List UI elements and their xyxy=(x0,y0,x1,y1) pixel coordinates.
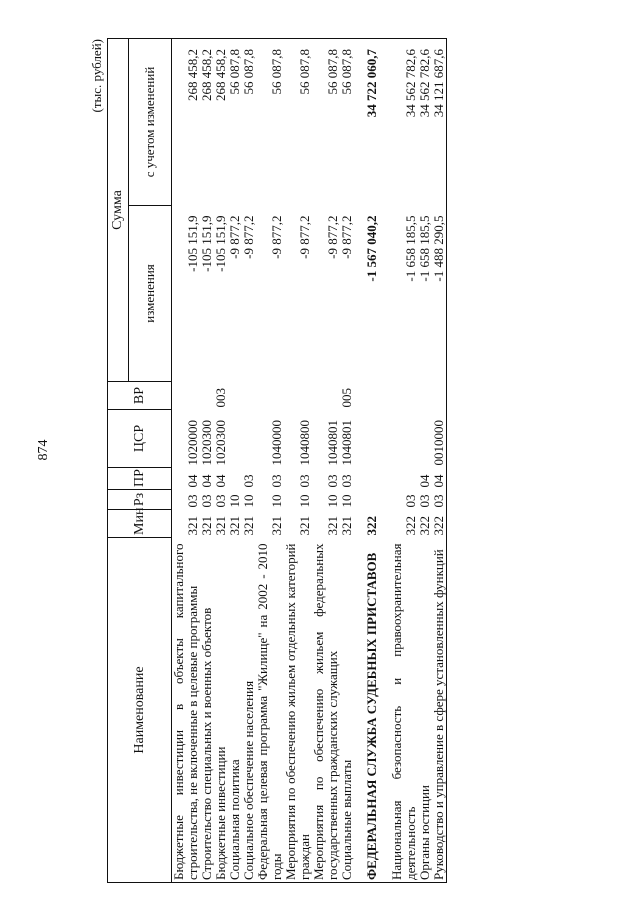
header-pr: ПР xyxy=(108,468,172,490)
row-csr: 1040801 xyxy=(325,420,340,466)
row-csr: 1020000 xyxy=(185,420,200,466)
header-change: изменения xyxy=(129,206,172,382)
row-pr: 03 xyxy=(241,474,256,488)
row-name: Социальное обеспечение населения xyxy=(242,538,256,883)
row-total: 56 087,8 xyxy=(242,39,256,206)
row-rz: 10 xyxy=(339,494,354,508)
table-row xyxy=(312,39,340,883)
row-min: 321 xyxy=(199,516,214,536)
row-min: 321 xyxy=(185,516,200,536)
row-min: 322 xyxy=(417,516,432,536)
row-total: 268 458,2 xyxy=(200,39,214,206)
row-csr: 1020300 xyxy=(199,420,214,466)
row-total: 56 087,8 xyxy=(284,39,312,206)
row-pr: 04 xyxy=(213,474,228,488)
row-vr xyxy=(172,382,201,410)
row-csr xyxy=(390,410,418,468)
row-min: 321 xyxy=(241,516,256,536)
row-rz xyxy=(365,490,379,510)
row-change: -9 877,2 xyxy=(269,215,284,259)
page-number: 874 xyxy=(36,439,51,461)
table-row xyxy=(172,39,201,883)
table-row xyxy=(228,39,242,883)
table-row xyxy=(214,39,228,883)
row-min: 321 xyxy=(213,516,228,536)
row-pr: 03 xyxy=(297,474,312,488)
row-min: 321 xyxy=(325,516,340,536)
row-min: 321 xyxy=(227,516,242,536)
header-total: с учетом изменений xyxy=(129,39,172,206)
row-csr xyxy=(365,410,379,468)
row-csr: 1020300 xyxy=(213,420,228,466)
row-change: -1 488 290,5 xyxy=(432,206,447,382)
row-name: ФЕДЕРАЛЬНАЯ СЛУЖБА СУДЕБНЫХ ПРИСТАВОВ xyxy=(365,538,379,883)
row-change: -9 877,2 xyxy=(241,215,256,259)
row-change: -9 877,2 xyxy=(297,215,312,259)
row-vr xyxy=(390,382,418,410)
row-name: Органы юстиции xyxy=(418,538,432,883)
row-change: -1 658 185,5 xyxy=(403,215,418,282)
row-rz: 03 xyxy=(199,494,214,508)
row-csr xyxy=(228,410,242,468)
row-change: -1 567 040,2 xyxy=(364,215,379,282)
row-total: 268 458,2 xyxy=(214,39,228,206)
row-csr: 0010000 xyxy=(432,410,447,468)
row-rz: 03 xyxy=(185,494,200,508)
table-row xyxy=(200,39,214,883)
header-csr: ЦСР xyxy=(108,410,172,468)
row-total: 34 722 060,7 xyxy=(365,39,379,206)
row-total: 56 087,8 xyxy=(340,39,354,206)
row-csr xyxy=(242,410,256,468)
row-csr: 1040801 xyxy=(339,420,354,466)
row-vr xyxy=(242,382,256,410)
table-body xyxy=(172,39,447,883)
table-row xyxy=(256,39,284,883)
row-name: Федеральная целевая программа "Жилище" на 2002 - 2010 годы xyxy=(256,538,284,883)
row-pr: 03 xyxy=(269,474,284,488)
row-vr xyxy=(284,382,312,410)
row-name: Бюджетные инвестиции в объекты капитального строительства, не включенные в целевые программы xyxy=(172,538,201,883)
row-vr: 005 xyxy=(339,388,354,408)
row-csr: 1040000 xyxy=(269,420,284,466)
row-min: 322 xyxy=(364,516,379,536)
row-rz: 10 xyxy=(241,494,256,508)
row-vr xyxy=(256,382,284,410)
table-row xyxy=(390,39,418,883)
row-min: 322 xyxy=(432,510,447,538)
row-rz: 03 xyxy=(403,494,418,508)
table-row xyxy=(340,39,354,883)
row-rz: 03 xyxy=(213,494,228,508)
row-name: Руководство и управление в сфере установленных функций xyxy=(432,538,447,883)
row-name: Бюджетные инвестиции xyxy=(214,538,228,883)
row-change: -105 151,9 xyxy=(185,215,200,272)
header-rz: Рз xyxy=(108,490,172,510)
row-rz: 03 xyxy=(432,490,447,510)
row-total: 268 458,2 xyxy=(172,39,201,206)
row-vr xyxy=(312,382,340,410)
row-min: 321 xyxy=(297,516,312,536)
row-total: 34 562 782,6 xyxy=(418,39,432,206)
row-pr: 04 xyxy=(199,474,214,488)
row-name: Строительство специальных и военных объектов xyxy=(200,538,214,883)
row-vr xyxy=(228,382,242,410)
row-rz: 10 xyxy=(297,494,312,508)
table-row xyxy=(365,39,379,883)
row-vr: 003 xyxy=(213,388,228,408)
row-rz: 10 xyxy=(269,494,284,508)
row-change: -1 658 185,5 xyxy=(417,215,432,282)
row-name: Социальные выплаты xyxy=(340,538,354,883)
row-rz: 10 xyxy=(325,494,340,508)
row-change: -9 877,2 xyxy=(325,215,340,259)
row-total: 34 121 687,6 xyxy=(432,39,447,206)
header-name: Наименование xyxy=(108,538,172,883)
row-pr xyxy=(365,468,379,490)
units-note: (тыс. рублей) xyxy=(89,39,104,113)
row-pr xyxy=(390,468,418,490)
rotated-table-area xyxy=(90,39,600,883)
row-total: 56 087,8 xyxy=(256,39,284,206)
header-min: Мин xyxy=(108,510,172,538)
row-name: Социальная политика xyxy=(228,538,242,883)
row-change: -9 877,2 xyxy=(227,215,242,259)
row-total: 56 087,8 xyxy=(312,39,340,206)
row-pr: 04 xyxy=(417,474,432,488)
header-vr: ВР xyxy=(108,382,172,410)
row-name: Мероприятия по обеспечению жильем федеральных государственных гражданских служащих xyxy=(312,538,340,883)
table-row xyxy=(284,39,312,883)
row-min: 321 xyxy=(269,516,284,536)
table-row xyxy=(418,39,432,883)
row-pr: 03 xyxy=(339,474,354,488)
row-min: 322 xyxy=(403,516,418,536)
row-csr xyxy=(418,410,432,468)
row-pr: 04 xyxy=(432,468,447,490)
row-min: 321 xyxy=(339,516,354,536)
row-vr xyxy=(200,382,214,410)
table-row xyxy=(432,39,447,883)
table-row xyxy=(242,39,256,883)
row-change: -9 877,2 xyxy=(339,215,354,259)
row-change: -105 151,9 xyxy=(199,215,214,272)
row-pr xyxy=(228,468,242,490)
row-vr xyxy=(432,382,447,410)
row-pr: 03 xyxy=(325,474,340,488)
row-pr: 04 xyxy=(185,474,200,488)
row-rz: 10 xyxy=(227,494,242,508)
row-csr: 1040800 xyxy=(297,420,312,466)
row-total: 56 087,8 xyxy=(228,39,242,206)
row-total: 34 562 782,6 xyxy=(390,39,418,206)
header-sum: Сумма xyxy=(108,39,129,382)
row-vr xyxy=(365,382,379,410)
budget-table xyxy=(107,38,447,883)
row-name: Национальная безопасность и правоохранительная деятельность xyxy=(390,538,418,883)
row-rz: 03 xyxy=(417,494,432,508)
row-name: Мероприятия по обеспечению жильем отдельных категорий граждан xyxy=(284,538,312,883)
row-vr xyxy=(418,382,432,410)
row-change: -105 151,9 xyxy=(213,215,228,272)
